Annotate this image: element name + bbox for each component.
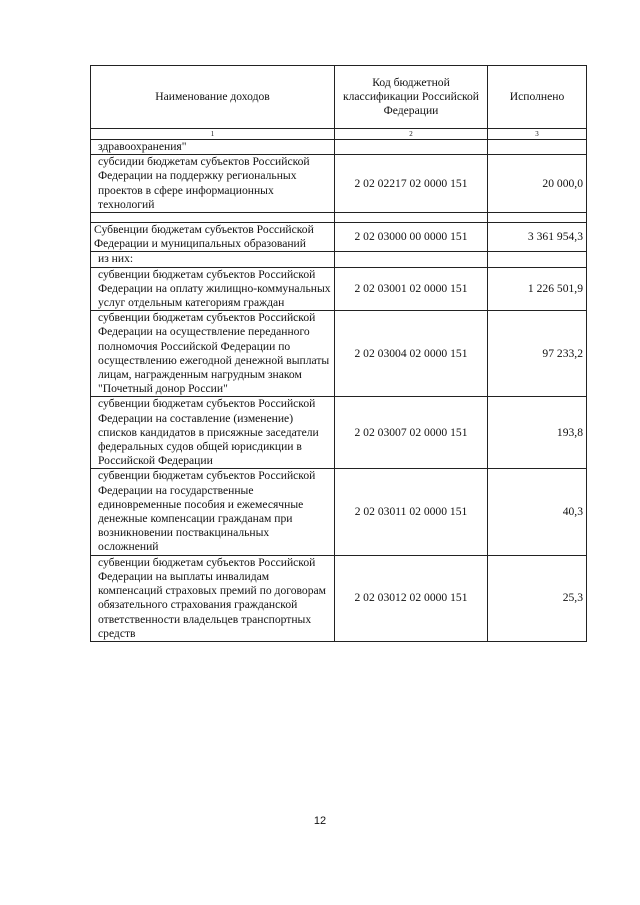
income-table xyxy=(90,65,587,642)
column-number-row xyxy=(91,129,587,140)
budget-code: 2 02 03001 02 0000 151 xyxy=(335,267,488,311)
table-row xyxy=(91,311,587,397)
budget-code xyxy=(335,213,488,223)
header-budget-code: Код бюджетной классификации Российской Федерации xyxy=(335,66,488,129)
table-row xyxy=(91,140,587,155)
income-name: субвенции бюджетам субъектов Российской Федерации на составление (изменение) списков кандидатов в присяжные заседатели федеральных судов общей юрисдикции в Российской Федерации xyxy=(91,397,335,469)
header-income-name: Наименование доходов xyxy=(91,66,335,129)
table-row xyxy=(91,223,587,252)
income-name: субвенции бюджетам субъектов Российской Федерации на осуществление переданного полномочия Российской Федерации по осуществлению ежегодной денежной выплаты лицам, награжденным нагрудным знаком "Почетный донор России" xyxy=(91,311,335,397)
executed-amount: 20 000,0 xyxy=(488,155,587,213)
budget-code: 2 02 03011 02 0000 151 xyxy=(335,469,488,555)
table-row xyxy=(91,213,587,223)
income-name: субвенции бюджетам субъектов Российской Федерации на оплату жилищно-коммунальных услуг отдельным категориям граждан xyxy=(91,267,335,311)
executed-amount: 40,3 xyxy=(488,469,587,555)
budget-code xyxy=(335,252,488,267)
executed-amount xyxy=(488,140,587,155)
income-name: здравоохранения" xyxy=(91,140,335,155)
income-name: субвенции бюджетам субъектов Российской Федерации на государственные единовременные пособия и ежемесячные денежные компенсации гражданам при возникновении поствакцинальных осложнений xyxy=(91,469,335,555)
executed-amount xyxy=(488,252,587,267)
budget-code: 2 02 02217 02 0000 151 xyxy=(335,155,488,213)
header-executed: Исполнено xyxy=(488,66,587,129)
table-row xyxy=(91,267,587,311)
executed-amount xyxy=(488,213,587,223)
budget-code: 2 02 03012 02 0000 151 xyxy=(335,555,488,641)
table-row xyxy=(91,397,587,469)
table-row xyxy=(91,469,587,555)
income-name: Субвенции бюджетам субъектов Российской Федерации и муниципальных образований xyxy=(91,223,335,252)
budget-code: 2 02 03007 02 0000 151 xyxy=(335,397,488,469)
executed-amount: 193,8 xyxy=(488,397,587,469)
table-row xyxy=(91,555,587,641)
income-name xyxy=(91,213,335,223)
budget-code: 2 02 03000 00 0000 151 xyxy=(335,223,488,252)
income-name: субсидии бюджетам субъектов Российской Федерации на поддержку региональных проектов в сфере информационных технологий xyxy=(91,155,335,213)
budget-code: 2 02 03004 02 0000 151 xyxy=(335,311,488,397)
column-number: 3 xyxy=(488,129,587,140)
budget-code xyxy=(335,140,488,155)
income-name: из них: xyxy=(91,252,335,267)
executed-amount: 25,3 xyxy=(488,555,587,641)
table-row xyxy=(91,252,587,267)
executed-amount: 97 233,2 xyxy=(488,311,587,397)
executed-amount: 3 361 954,3 xyxy=(488,223,587,252)
column-number: 2 xyxy=(335,129,488,140)
income-name: субвенции бюджетам субъектов Российской Федерации на выплаты инвалидам компенсаций страховых премий по договорам обязательного страхования гражданской ответственности владельцев транспортных средств xyxy=(91,555,335,641)
executed-amount: 1 226 501,9 xyxy=(488,267,587,311)
table-header-row xyxy=(91,66,587,129)
table-row xyxy=(91,155,587,213)
column-number: 1 xyxy=(91,129,335,140)
page-number: 12 xyxy=(313,815,327,827)
